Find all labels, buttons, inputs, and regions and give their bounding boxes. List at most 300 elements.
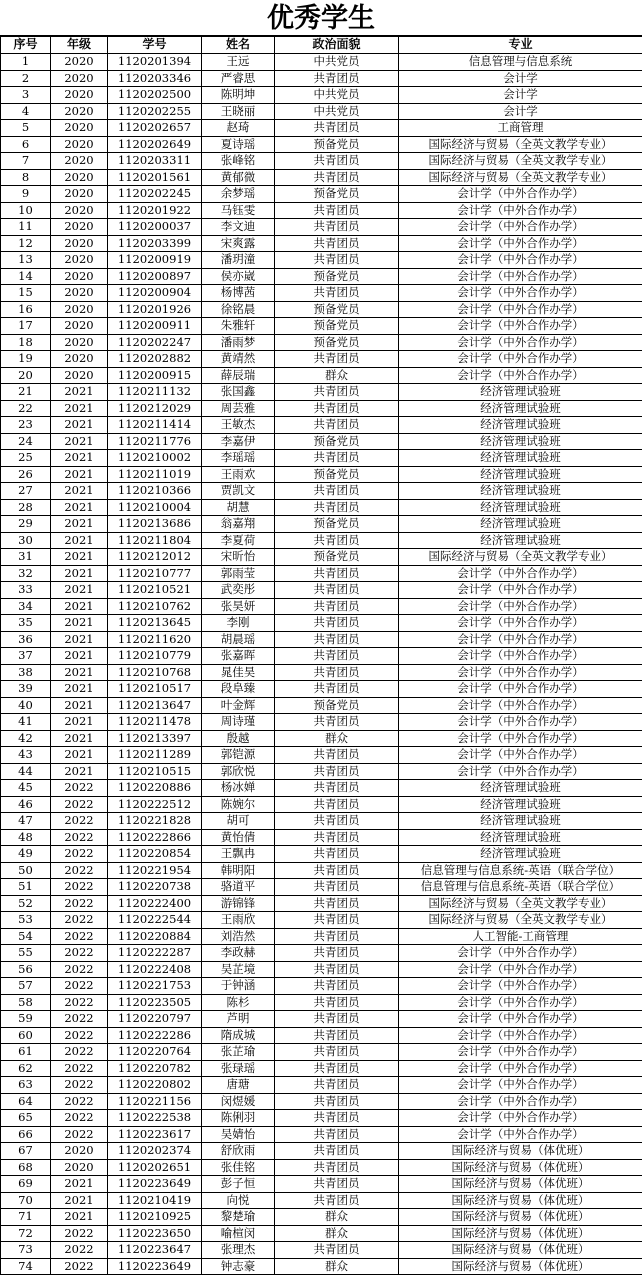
cell-political-status: 共青团员	[275, 648, 399, 665]
cell-name: 吴芷境	[202, 961, 275, 978]
cell-index: 57	[1, 978, 51, 995]
cell-grade: 2020	[51, 202, 108, 219]
cell-name: 贾凯文	[202, 483, 275, 500]
cell-grade: 2021	[51, 499, 108, 516]
table-row	[1, 1044, 642, 1061]
table-row	[1, 1093, 642, 1110]
cell-name: 段阜臻	[202, 681, 275, 698]
cell-political-status: 共青团员	[275, 351, 399, 368]
cell-grade: 2022	[51, 1077, 108, 1094]
cell-major: 经济管理试验班	[399, 384, 642, 401]
cell-major: 会计学（中外合作办学）	[399, 202, 642, 219]
cell-index: 35	[1, 615, 51, 632]
cell-index: 45	[1, 780, 51, 797]
table-row	[1, 219, 642, 236]
cell-major: 信息管理与信息系统-英语（联合学位）	[399, 862, 642, 879]
cell-student-id: 1120220738	[108, 879, 202, 896]
cell-grade: 2020	[51, 153, 108, 170]
cell-grade: 2020	[51, 301, 108, 318]
cell-student-id: 1120212012	[108, 549, 202, 566]
cell-major: 经济管理试验班	[399, 417, 642, 434]
cell-name: 余梦瑶	[202, 186, 275, 203]
cell-political-status: 共青团员	[275, 928, 399, 945]
cell-major: 经济管理试验班	[399, 796, 642, 813]
cell-political-status: 共青团员	[275, 631, 399, 648]
cell-major: 会计学	[399, 87, 642, 104]
cell-student-id: 1120222538	[108, 1110, 202, 1127]
cell-student-id: 1120220886	[108, 780, 202, 797]
header-political-status: 政治面貌	[275, 37, 399, 54]
cell-grade: 2021	[51, 664, 108, 681]
cell-major: 国际经济与贸易（全英文教学专业）	[399, 549, 642, 566]
cell-name: 宋昕怡	[202, 549, 275, 566]
cell-student-id: 1120210768	[108, 664, 202, 681]
cell-index: 37	[1, 648, 51, 665]
cell-index: 69	[1, 1176, 51, 1193]
table-row	[1, 961, 642, 978]
cell-index: 59	[1, 1011, 51, 1028]
cell-name: 严睿思	[202, 70, 275, 87]
cell-student-id: 1120222287	[108, 945, 202, 962]
cell-major: 经济管理试验班	[399, 813, 642, 830]
table-row	[1, 1176, 642, 1193]
cell-index: 7	[1, 153, 51, 170]
cell-index: 49	[1, 846, 51, 863]
cell-major: 会计学（中外合作办学）	[399, 697, 642, 714]
cell-grade: 2021	[51, 549, 108, 566]
cell-name: 刘浩然	[202, 928, 275, 945]
cell-political-status: 共青团员	[275, 598, 399, 615]
table-row	[1, 351, 642, 368]
cell-major: 会计学（中外合作办学）	[399, 1077, 642, 1094]
cell-name: 杨冰婵	[202, 780, 275, 797]
cell-name: 李政赫	[202, 945, 275, 962]
cell-grade: 2020	[51, 367, 108, 384]
cell-major: 工商管理	[399, 120, 642, 137]
cell-political-status: 预备党员	[275, 433, 399, 450]
cell-name: 闵煜媛	[202, 1093, 275, 1110]
table-row	[1, 747, 642, 764]
cell-political-status: 共青团员	[275, 219, 399, 236]
cell-grade: 2022	[51, 978, 108, 995]
cell-grade: 2021	[51, 417, 108, 434]
cell-student-id: 1120211804	[108, 532, 202, 549]
cell-index: 28	[1, 499, 51, 516]
cell-political-status: 共青团员	[275, 582, 399, 599]
cell-student-id: 1120220884	[108, 928, 202, 945]
cell-political-status: 共青团员	[275, 450, 399, 467]
cell-student-id: 1120220854	[108, 846, 202, 863]
cell-name: 陈明坤	[202, 87, 275, 104]
cell-political-status: 共青团员	[275, 763, 399, 780]
cell-political-status: 共青团员	[275, 235, 399, 252]
cell-student-id: 1120210517	[108, 681, 202, 698]
cell-grade: 2021	[51, 631, 108, 648]
cell-index: 42	[1, 730, 51, 747]
cell-political-status: 共青团员	[275, 945, 399, 962]
cell-grade: 2021	[51, 1209, 108, 1226]
table-row	[1, 169, 642, 186]
cell-major: 会计学（中外合作办学）	[399, 945, 642, 962]
cell-major: 会计学（中外合作办学）	[399, 714, 642, 731]
cell-student-id: 1120202247	[108, 334, 202, 351]
cell-index: 8	[1, 169, 51, 186]
cell-student-id: 1120201561	[108, 169, 202, 186]
cell-grade: 2022	[51, 796, 108, 813]
cell-political-status: 共青团员	[275, 120, 399, 137]
header-name: 姓名	[202, 37, 275, 54]
cell-grade: 2022	[51, 1242, 108, 1259]
cell-major: 信息管理与信息系统-英语（联合学位）	[399, 879, 642, 896]
cell-grade: 2020	[51, 136, 108, 153]
cell-name: 芦明	[202, 1011, 275, 1028]
cell-student-id: 1120210366	[108, 483, 202, 500]
cell-major: 国际经济与贸易（全英文教学专业）	[399, 912, 642, 929]
cell-student-id: 1120202245	[108, 186, 202, 203]
cell-grade: 2020	[51, 235, 108, 252]
cell-political-status: 共青团员	[275, 202, 399, 219]
cell-name: 黎楚瑜	[202, 1209, 275, 1226]
cell-political-status: 共青团员	[275, 565, 399, 582]
table-row	[1, 714, 642, 731]
cell-major: 会计学	[399, 103, 642, 120]
cell-political-status: 共青团员	[275, 417, 399, 434]
cell-student-id: 1120210521	[108, 582, 202, 599]
cell-student-id: 1120203346	[108, 70, 202, 87]
cell-name: 张国鑫	[202, 384, 275, 401]
cell-name: 胡可	[202, 813, 275, 830]
cell-student-id: 1120211132	[108, 384, 202, 401]
table-row	[1, 780, 642, 797]
cell-name: 李瑶瑶	[202, 450, 275, 467]
cell-index: 47	[1, 813, 51, 830]
table-row	[1, 1060, 642, 1077]
cell-student-id: 1120210777	[108, 565, 202, 582]
cell-name: 翁嘉翔	[202, 516, 275, 533]
cell-political-status: 共青团员	[275, 285, 399, 302]
cell-political-status: 共青团员	[275, 615, 399, 632]
cell-index: 44	[1, 763, 51, 780]
cell-student-id: 1120202649	[108, 136, 202, 153]
table-row	[1, 664, 642, 681]
cell-student-id: 1120202882	[108, 351, 202, 368]
cell-index: 61	[1, 1044, 51, 1061]
cell-name: 夏诗瑶	[202, 136, 275, 153]
table-row	[1, 235, 642, 252]
cell-political-status: 共青团员	[275, 499, 399, 516]
cell-index: 71	[1, 1209, 51, 1226]
cell-major: 经济管理试验班	[399, 499, 642, 516]
cell-name: 薛辰瑞	[202, 367, 275, 384]
table-row	[1, 763, 642, 780]
cell-political-status: 共青团员	[275, 532, 399, 549]
cell-student-id: 1120223649	[108, 1176, 202, 1193]
cell-index: 68	[1, 1159, 51, 1176]
cell-name: 李嘉伊	[202, 433, 275, 450]
cell-name: 周芸雅	[202, 400, 275, 417]
cell-student-id: 1120211289	[108, 747, 202, 764]
cell-student-id: 1120220797	[108, 1011, 202, 1028]
cell-name: 郭雨莹	[202, 565, 275, 582]
cell-name: 吴婧怡	[202, 1126, 275, 1143]
cell-political-status: 预备党员	[275, 136, 399, 153]
cell-name: 张理杰	[202, 1242, 275, 1259]
cell-index: 55	[1, 945, 51, 962]
table-header-row	[1, 37, 642, 54]
cell-index: 14	[1, 268, 51, 285]
cell-student-id: 1120223650	[108, 1225, 202, 1242]
cell-major: 会计学（中外合作办学）	[399, 318, 642, 335]
cell-index: 9	[1, 186, 51, 203]
cell-student-id: 1120223505	[108, 994, 202, 1011]
table-row	[1, 912, 642, 929]
table-row	[1, 334, 642, 351]
cell-major: 会计学（中外合作办学）	[399, 978, 642, 995]
cell-political-status: 共青团员	[275, 780, 399, 797]
cell-political-status: 共青团员	[275, 961, 399, 978]
cell-political-status: 共青团员	[275, 1077, 399, 1094]
cell-grade: 2021	[51, 582, 108, 599]
cell-grade: 2022	[51, 945, 108, 962]
cell-name: 宋爽露	[202, 235, 275, 252]
table-row	[1, 499, 642, 516]
cell-grade: 2021	[51, 483, 108, 500]
cell-index: 1	[1, 54, 51, 71]
cell-index: 27	[1, 483, 51, 500]
cell-political-status: 共青团员	[275, 1011, 399, 1028]
table-row	[1, 681, 642, 698]
table-row	[1, 367, 642, 384]
cell-name: 向悦	[202, 1192, 275, 1209]
cell-grade: 2021	[51, 697, 108, 714]
cell-grade: 2020	[51, 169, 108, 186]
table-row	[1, 615, 642, 632]
cell-grade: 2021	[51, 400, 108, 417]
cell-major: 经济管理试验班	[399, 829, 642, 846]
cell-major: 国际经济与贸易（全英文教学专业）	[399, 136, 642, 153]
table-row	[1, 1110, 642, 1127]
cell-index: 32	[1, 565, 51, 582]
cell-political-status: 预备党员	[275, 516, 399, 533]
cell-name: 潘玥潼	[202, 252, 275, 269]
cell-major: 会计学（中外合作办学）	[399, 1027, 642, 1044]
table-row	[1, 1143, 642, 1160]
cell-index: 70	[1, 1192, 51, 1209]
cell-major: 国际经济与贸易（体优班）	[399, 1192, 642, 1209]
cell-index: 58	[1, 994, 51, 1011]
table-row	[1, 1258, 642, 1275]
cell-major: 信息管理与信息系统	[399, 54, 642, 71]
cell-major: 国际经济与贸易（体优班）	[399, 1225, 642, 1242]
cell-political-status: 群众	[275, 1225, 399, 1242]
cell-index: 66	[1, 1126, 51, 1143]
cell-student-id: 1120200911	[108, 318, 202, 335]
cell-index: 51	[1, 879, 51, 896]
cell-political-status: 共青团员	[275, 879, 399, 896]
cell-grade: 2020	[51, 87, 108, 104]
cell-index: 36	[1, 631, 51, 648]
cell-index: 17	[1, 318, 51, 335]
cell-student-id: 1120210925	[108, 1209, 202, 1226]
cell-index: 62	[1, 1060, 51, 1077]
cell-grade: 2022	[51, 1258, 108, 1275]
cell-political-status: 共青团员	[275, 895, 399, 912]
cell-name: 王远	[202, 54, 275, 71]
cell-index: 24	[1, 433, 51, 450]
cell-major: 经济管理试验班	[399, 516, 642, 533]
cell-name: 黄怡倩	[202, 829, 275, 846]
cell-name: 李文迪	[202, 219, 275, 236]
cell-student-id: 1120211776	[108, 433, 202, 450]
cell-grade: 2021	[51, 565, 108, 582]
cell-index: 29	[1, 516, 51, 533]
table-row	[1, 384, 642, 401]
cell-grade: 2022	[51, 1093, 108, 1110]
cell-index: 64	[1, 1093, 51, 1110]
cell-index: 52	[1, 895, 51, 912]
cell-major: 经济管理试验班	[399, 400, 642, 417]
table-row	[1, 70, 642, 87]
cell-index: 6	[1, 136, 51, 153]
cell-grade: 2020	[51, 318, 108, 335]
cell-major: 经济管理试验班	[399, 846, 642, 863]
cell-major: 会计学（中外合作办学）	[399, 582, 642, 599]
cell-grade: 2022	[51, 813, 108, 830]
cell-name: 张芷瑜	[202, 1044, 275, 1061]
cell-political-status: 共青团员	[275, 681, 399, 698]
header-grade: 年级	[51, 37, 108, 54]
cell-student-id: 1120200037	[108, 219, 202, 236]
cell-political-status: 共青团员	[275, 978, 399, 995]
cell-major: 经济管理试验班	[399, 483, 642, 500]
cell-name: 陈杉	[202, 994, 275, 1011]
cell-name: 陈婉尔	[202, 796, 275, 813]
cell-political-status: 共青团员	[275, 384, 399, 401]
table-row	[1, 1011, 642, 1028]
cell-grade: 2021	[51, 763, 108, 780]
cell-political-status: 共青团员	[275, 1143, 399, 1160]
table-row	[1, 565, 642, 582]
cell-name: 晁佳昊	[202, 664, 275, 681]
cell-grade: 2021	[51, 384, 108, 401]
cell-grade: 2021	[51, 714, 108, 731]
cell-index: 33	[1, 582, 51, 599]
cell-name: 喻楦闵	[202, 1225, 275, 1242]
cell-political-status: 共青团员	[275, 714, 399, 731]
cell-student-id: 1120220782	[108, 1060, 202, 1077]
cell-grade: 2022	[51, 879, 108, 896]
table-row	[1, 1077, 642, 1094]
cell-name: 张佳铭	[202, 1159, 275, 1176]
table-row	[1, 582, 642, 599]
cell-political-status: 共青团员	[275, 796, 399, 813]
cell-index: 12	[1, 235, 51, 252]
cell-student-id: 1120211620	[108, 631, 202, 648]
cell-major: 国际经济与贸易（全英文教学专业）	[399, 169, 642, 186]
cell-name: 潘雨梦	[202, 334, 275, 351]
cell-student-id: 1120210779	[108, 648, 202, 665]
cell-major: 会计学（中外合作办学）	[399, 631, 642, 648]
cell-grade: 2021	[51, 433, 108, 450]
cell-major: 会计学（中外合作办学）	[399, 301, 642, 318]
cell-grade: 2022	[51, 994, 108, 1011]
cell-major: 经济管理试验班	[399, 466, 642, 483]
cell-student-id: 1120210515	[108, 763, 202, 780]
cell-major: 国际经济与贸易（体优班）	[399, 1242, 642, 1259]
cell-political-status: 共青团员	[275, 829, 399, 846]
cell-name: 张昊妍	[202, 598, 275, 615]
table-row	[1, 103, 642, 120]
cell-index: 11	[1, 219, 51, 236]
cell-name: 游锦锋	[202, 895, 275, 912]
cell-student-id: 1120223649	[108, 1258, 202, 1275]
cell-index: 19	[1, 351, 51, 368]
cell-major: 经济管理试验班	[399, 433, 642, 450]
cell-grade: 2020	[51, 285, 108, 302]
cell-political-status: 共青团员	[275, 1110, 399, 1127]
cell-major: 经济管理试验班	[399, 780, 642, 797]
cell-name: 郭铠源	[202, 747, 275, 764]
table-row	[1, 87, 642, 104]
cell-index: 16	[1, 301, 51, 318]
cell-grade: 2020	[51, 70, 108, 87]
table-row	[1, 1159, 642, 1176]
cell-index: 3	[1, 87, 51, 104]
cell-major: 会计学（中外合作办学）	[399, 747, 642, 764]
table-row	[1, 268, 642, 285]
cell-student-id: 1120222286	[108, 1027, 202, 1044]
cell-student-id: 1120202657	[108, 120, 202, 137]
cell-index: 72	[1, 1225, 51, 1242]
table-row	[1, 417, 642, 434]
table-row	[1, 928, 642, 945]
cell-major: 会计学（中外合作办学）	[399, 219, 642, 236]
cell-index: 41	[1, 714, 51, 731]
cell-student-id: 1120202374	[108, 1143, 202, 1160]
cell-political-status: 中共党员	[275, 103, 399, 120]
table-row	[1, 186, 642, 203]
cell-political-status: 共青团员	[275, 1192, 399, 1209]
table-row	[1, 862, 642, 879]
cell-political-status: 共青团员	[275, 70, 399, 87]
cell-major: 会计学（中外合作办学）	[399, 1011, 642, 1028]
cell-political-status: 群众	[275, 367, 399, 384]
cell-student-id: 1120203399	[108, 235, 202, 252]
cell-student-id: 1120222512	[108, 796, 202, 813]
cell-index: 60	[1, 1027, 51, 1044]
cell-political-status: 预备党员	[275, 697, 399, 714]
cell-political-status: 预备党员	[275, 466, 399, 483]
cell-political-status: 共青团员	[275, 1176, 399, 1193]
cell-political-status: 共青团员	[275, 1044, 399, 1061]
cell-index: 34	[1, 598, 51, 615]
cell-grade: 2020	[51, 334, 108, 351]
cell-political-status: 共青团员	[275, 1060, 399, 1077]
cell-student-id: 1120211414	[108, 417, 202, 434]
cell-student-id: 1120223617	[108, 1126, 202, 1143]
cell-political-status: 共青团员	[275, 846, 399, 863]
table-row	[1, 549, 642, 566]
cell-political-status: 共青团员	[275, 862, 399, 879]
cell-grade: 2020	[51, 186, 108, 203]
header-major: 专业	[399, 37, 642, 54]
cell-name: 王雨欣	[202, 912, 275, 929]
cell-student-id: 1120222544	[108, 912, 202, 929]
cell-grade: 2020	[51, 1159, 108, 1176]
cell-grade: 2022	[51, 1027, 108, 1044]
cell-grade: 2021	[51, 450, 108, 467]
cell-major: 国际经济与贸易（体优班）	[399, 1143, 642, 1160]
